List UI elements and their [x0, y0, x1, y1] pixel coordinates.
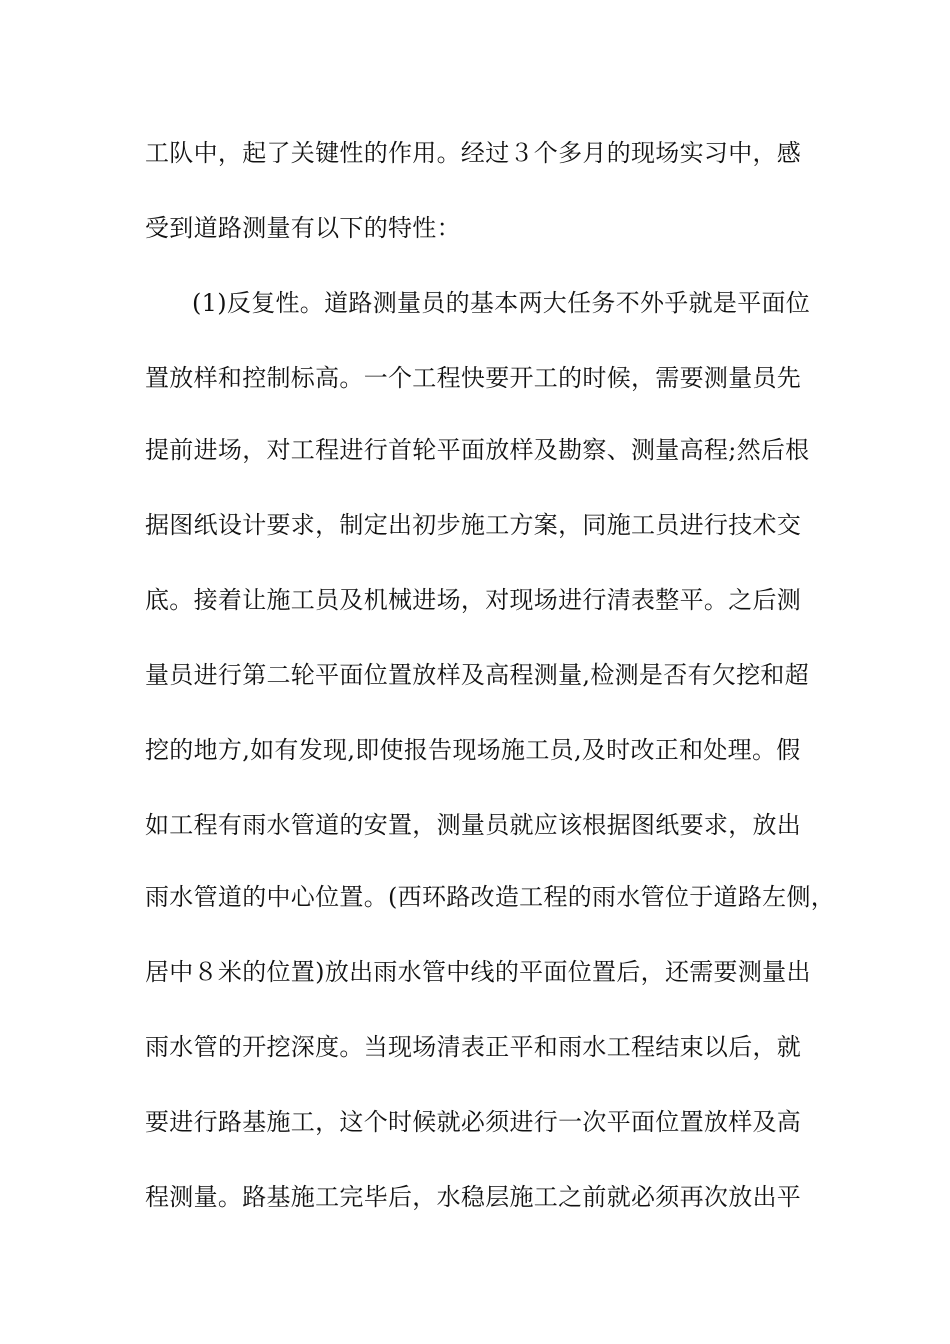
text-line-15: 程测量。路基施工完毕后，水稳层施工之前就必须再次放出平	[145, 1183, 802, 1211]
text-line-14: 要进行路基施工，这个时候就必须进行一次平面位置放样及高	[145, 1108, 802, 1136]
text-line-5: 提前进场，对工程进行首轮平面放样及勘察、测量高程;然后根	[145, 436, 810, 464]
text-line-2: 受到道路测量有以下的特性：	[145, 214, 461, 242]
text-line-1: 工队中，起了关键性的作用。经过３个多月的现场实习中，感	[145, 139, 802, 167]
text-line-12: 居中８米的位置)放出雨水管中线的平面位置后，还需要测量出	[145, 958, 811, 986]
text-line-9: 挖的地方,如有发现,即使报告现场施工员,及时改正和处理。假	[145, 736, 801, 764]
paragraph-start-line: (1)反复性。道路测量员的基本两大任务不外乎就是平面位	[192, 289, 811, 317]
text-line-6: 据图纸设计要求，制定出初步施工方案，同施工员进行技术交	[145, 511, 802, 539]
text-line-7: 底。接着让施工员及机械进场，对现场进行清表整平。之后测	[145, 586, 802, 614]
text-line-11: 雨水管道的中心位置。(西环路改造工程的雨水管位于道路左侧，	[145, 883, 836, 911]
text-line-4: 置放样和控制标高。一个工程快要开工的时候，需要测量员先	[145, 364, 802, 392]
text-line-10: 如工程有雨水管道的安置，测量员就应该根据图纸要求，放出	[145, 811, 802, 839]
text-line-13: 雨水管的开挖深度。当现场清表正平和雨水工程结束以后，就	[145, 1033, 802, 1061]
text-line-8: 量员进行第二轮平面位置放样及高程测量,检测是否有欠挖和超	[145, 661, 810, 689]
